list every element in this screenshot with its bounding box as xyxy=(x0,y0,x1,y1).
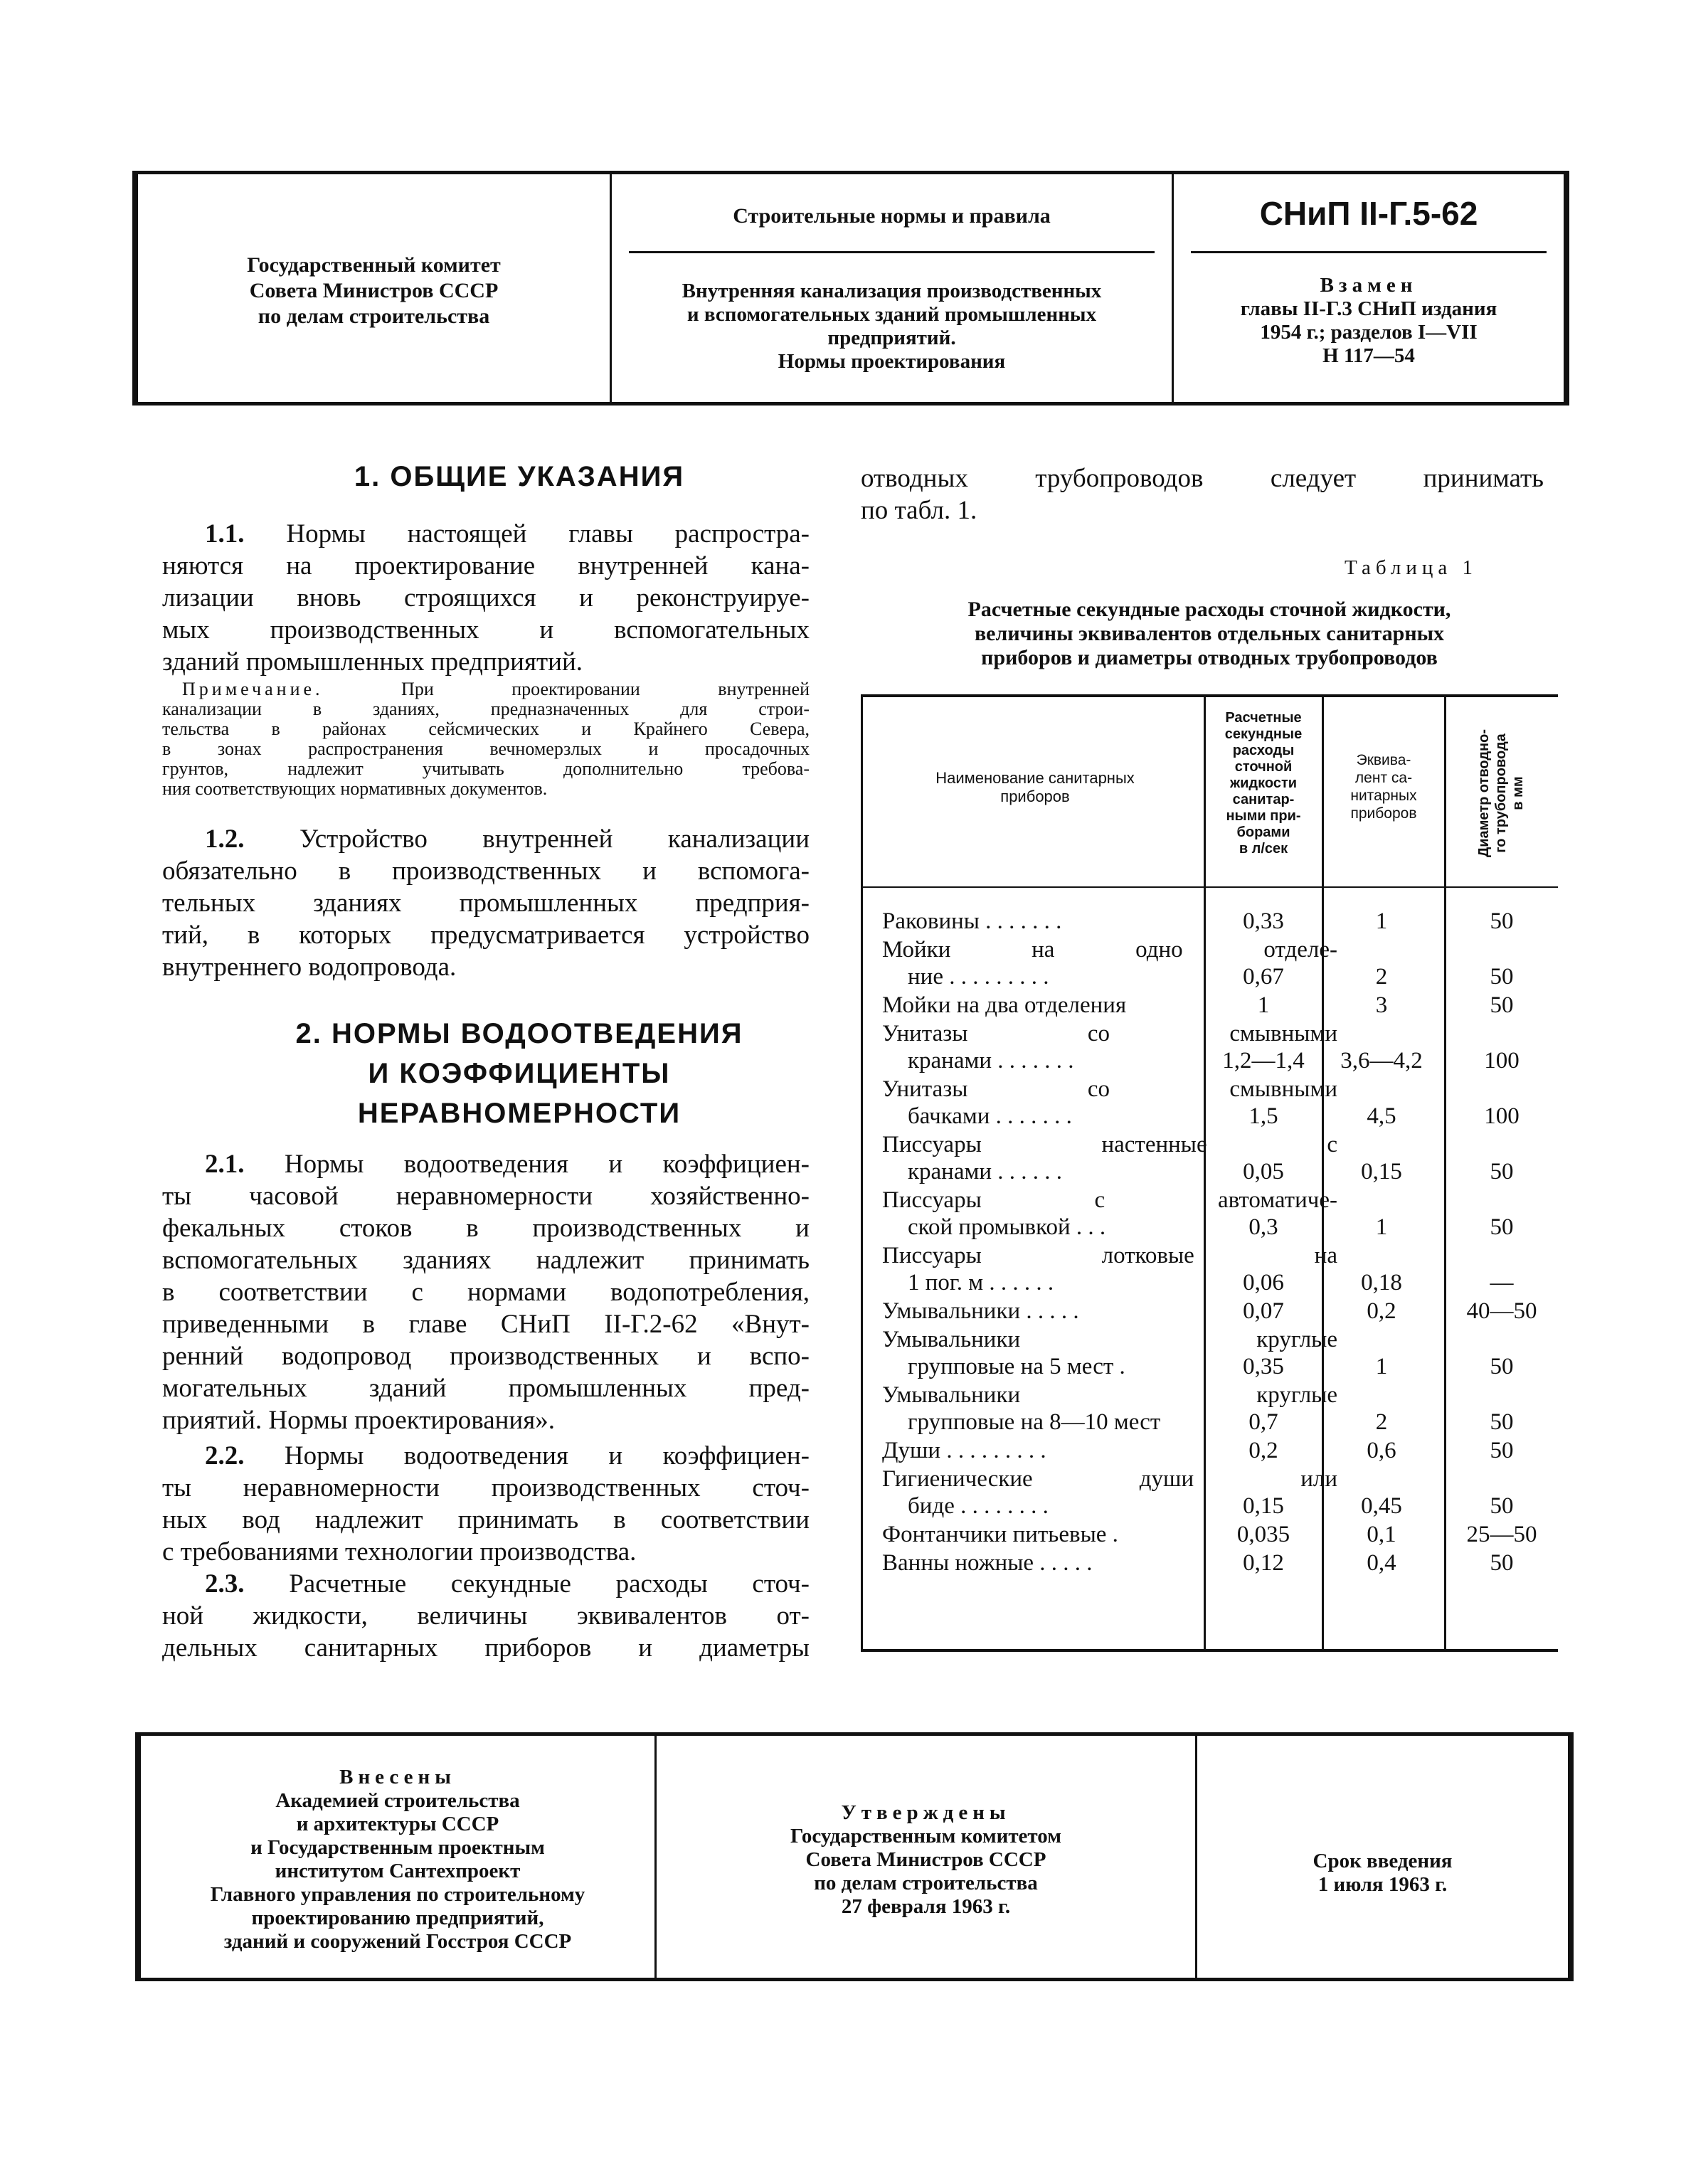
cell-equiv: 1 xyxy=(1375,1214,1388,1240)
header-title-cell xyxy=(612,174,1174,402)
col-header-flow xyxy=(1208,710,1319,857)
approved-line: по делам строительства xyxy=(814,1872,1038,1894)
row-name-line: Унитазы со смывными xyxy=(882,1076,1337,1102)
committee-line: Совета Министров СССР xyxy=(249,279,499,302)
heading-line: 2. НОРМЫ ВОДООТВЕДЕНИЯ xyxy=(295,1018,743,1049)
row-name-line: Души . . . . . . . . . xyxy=(882,1438,1046,1463)
committee-line: по делам строительства xyxy=(258,304,490,328)
para-line: по табл. 1. xyxy=(861,496,977,525)
row-name-line: кранами . . . . . . . xyxy=(908,1048,1074,1074)
table-row xyxy=(861,908,1558,938)
col-header-line: борами xyxy=(1236,825,1290,840)
cell-diam: 50 xyxy=(1490,1354,1514,1379)
paragraph-1-2 xyxy=(162,823,810,983)
cell-flow: 0,15 xyxy=(1243,1493,1284,1519)
para-line: с требованиями технологии производства. xyxy=(162,1537,637,1567)
divider xyxy=(629,251,1155,253)
table-row xyxy=(861,1187,1558,1244)
col-header-line: в мм xyxy=(1510,776,1526,810)
replaces-line: 1954 г.; разделов I—VII xyxy=(1260,321,1478,344)
col-header-line: Эквива- xyxy=(1356,752,1411,768)
divider xyxy=(1191,251,1547,253)
row-name-line: Писсуары настенные с xyxy=(882,1132,1337,1157)
cell-flow: 1,5 xyxy=(1248,1103,1278,1129)
para-line: Устройство внутренней канализации xyxy=(299,825,810,854)
note xyxy=(162,679,810,799)
row-name-line: Умывальники . . . . . xyxy=(882,1298,1079,1324)
table-border xyxy=(861,1649,1558,1652)
approved-label: Утверждены xyxy=(841,1801,1011,1824)
col-header-line: Диаметр отводно- xyxy=(1476,728,1492,858)
table-row xyxy=(861,1076,1558,1133)
caption-line: величины эквивалентов отдельных санитарных xyxy=(974,622,1445,645)
cell-flow: 0,67 xyxy=(1243,964,1284,990)
para-line: могательных зданий промышленных пред- xyxy=(162,1374,810,1403)
cell-equiv: 0,4 xyxy=(1367,1550,1396,1576)
col-header-line: в л/сек xyxy=(1239,841,1288,857)
submitted-line: проектированию предприятий, xyxy=(251,1907,544,1929)
table-row xyxy=(861,1298,1558,1327)
submitted-line: и архитектуры СССР xyxy=(296,1813,499,1835)
col-header-line: санитар- xyxy=(1232,792,1295,807)
table-row xyxy=(861,1465,1558,1522)
cell-equiv: 0,15 xyxy=(1361,1159,1402,1184)
para-line: отводных трубопроводов следует принимать xyxy=(861,464,1544,493)
effective-line: 1 июля 1963 г. xyxy=(1317,1873,1448,1896)
series-title: Строительные нормы и правила xyxy=(733,204,1051,228)
doc-title-line: Внутренняя канализация производственных xyxy=(682,280,1102,302)
section-heading-2 xyxy=(164,1014,875,1133)
para-line: няются на проектирование внутренней кана- xyxy=(162,551,810,581)
replaces-label: Взамен xyxy=(1320,274,1418,297)
row-name-line: ние . . . . . . . . . xyxy=(908,964,1049,990)
col-header-line: нитарных xyxy=(1350,788,1417,804)
cell-flow: 0,12 xyxy=(1243,1550,1284,1576)
para-line: тельных зданиях промышленных предприя- xyxy=(162,889,810,918)
para-line: Расчетные секундные расходы сточ- xyxy=(289,1569,810,1599)
cell-equiv: 0,18 xyxy=(1361,1270,1402,1295)
cell-equiv: 3 xyxy=(1375,992,1388,1018)
col-header-line: секундные xyxy=(1224,726,1303,742)
row-name-line: Писсуары лотковые на xyxy=(882,1243,1337,1268)
note-label: Примечание. xyxy=(182,679,324,699)
col-header-line: приборов xyxy=(1350,805,1417,822)
para-number: 2.1. xyxy=(205,1150,245,1179)
document-code: СНиП II-Г.5-62 xyxy=(1259,195,1478,232)
row-name-line: Унитазы со смывными xyxy=(882,1021,1337,1046)
para-line: приведенными в главе СНиП II-Г.2-62 «Внут- xyxy=(162,1310,810,1339)
doc-title-line: предприятий. xyxy=(827,327,956,349)
row-name-line: Умывальники круглые xyxy=(882,1382,1337,1408)
cell-diam: 50 xyxy=(1490,1159,1514,1184)
replaces-line: Н 117—54 xyxy=(1322,344,1415,367)
cell-equiv: 1 xyxy=(1375,908,1388,934)
table-border xyxy=(861,694,1558,697)
para-line: ной жидкости, величины эквивалентов от- xyxy=(162,1601,810,1631)
col-header-equivalent xyxy=(1326,751,1441,822)
replaces-block xyxy=(1174,274,1564,368)
table-row xyxy=(861,1437,1558,1467)
cell-diam: 50 xyxy=(1490,992,1514,1018)
cell-diam: 25—50 xyxy=(1466,1522,1537,1547)
cell-equiv: 2 xyxy=(1375,964,1388,990)
note-line: грунтов, надлежит учитывать дополнительно требова- xyxy=(162,758,810,779)
table-row xyxy=(861,1131,1558,1188)
col-header-line: жидкости xyxy=(1229,775,1298,791)
para-number: 2.2. xyxy=(205,1441,245,1470)
section-heading: 1. ОБЩИЕ УКАЗАНИЯ xyxy=(354,461,685,492)
cell-flow: 0,07 xyxy=(1243,1298,1284,1324)
para-line: внутреннего водопровода. xyxy=(162,953,457,982)
note-line: ния соответствующих нормативных документов. xyxy=(162,778,548,799)
table-row xyxy=(861,936,1558,993)
cell-flow: 0,35 xyxy=(1243,1354,1284,1379)
row-name-line: Умывальники круглые xyxy=(882,1327,1337,1352)
para-line: в соответствии с нормами водопотребления, xyxy=(162,1278,810,1307)
header-box xyxy=(132,171,1569,405)
row-name-line: Писсуары с автоматиче- xyxy=(882,1187,1337,1213)
submitted-line: зданий и сооружений Госстроя СССР xyxy=(223,1930,572,1953)
row-name-line: Мойки на два отделения xyxy=(882,992,1127,1018)
submitted-line: и Государственным проектным xyxy=(250,1836,545,1859)
col-header-line: го трубопровода xyxy=(1493,733,1509,853)
cell-flow: 0,7 xyxy=(1248,1409,1278,1435)
cell-equiv: 0,1 xyxy=(1367,1522,1396,1547)
caption-line: Расчетные секундные расходы сточной жидкости, xyxy=(967,598,1451,621)
committee-line: Государственный комитет xyxy=(247,253,501,277)
caption-line: приборов и диаметры отводных трубопроводов xyxy=(981,646,1438,669)
doc-title-line: и вспомогательных зданий промышленных xyxy=(686,303,1097,326)
row-name-line: Мойки на одно отделе- xyxy=(882,937,1337,963)
cell-flow: 0,3 xyxy=(1248,1214,1278,1240)
row-name-line: Ванны ножные . . . . . xyxy=(882,1550,1093,1576)
paragraph-1-1 xyxy=(162,518,810,678)
approved-line: Совета Министров СССР xyxy=(805,1848,1046,1871)
committee-name xyxy=(138,253,610,329)
col-header-line: расходы xyxy=(1232,743,1295,758)
col-header-line: ными при- xyxy=(1226,808,1301,824)
paragraph-2-3-continued xyxy=(861,462,1544,526)
heading-line: НЕРАВНОМЕРНОСТИ xyxy=(357,1098,682,1129)
para-line: мых производственных и вспомогательных xyxy=(162,615,810,645)
para-number: 1.1. xyxy=(205,519,245,548)
row-name-line: биде . . . . . . . . xyxy=(908,1493,1049,1519)
cell-diam: 50 xyxy=(1490,1409,1514,1435)
cell-equiv: 4,5 xyxy=(1367,1103,1396,1129)
note-line: в зонах распространения вечномерзлых и просадочных xyxy=(162,738,810,759)
table-row xyxy=(861,1382,1558,1438)
cell-equiv: 0,45 xyxy=(1361,1493,1402,1519)
cell-equiv: 1 xyxy=(1375,1354,1388,1379)
row-name-line: бачками . . . . . . . xyxy=(908,1103,1072,1129)
row-name-line: Раковины . . . . . . . xyxy=(882,908,1062,934)
table-row xyxy=(861,1020,1558,1077)
paragraph-2-1 xyxy=(162,1148,810,1436)
heading-line: И КОЭФФИЦИЕНТЫ xyxy=(368,1058,671,1089)
cell-diam: 50 xyxy=(1490,1493,1514,1519)
col-header-diameter xyxy=(1448,704,1554,882)
cell-flow: 0,33 xyxy=(1243,908,1284,934)
table-row xyxy=(861,1242,1558,1299)
note-line: тельства в районах сейсмических и Крайнего Севера, xyxy=(162,719,810,739)
approved-line: Государственным комитетом xyxy=(790,1825,1061,1848)
cell-diam: 40—50 xyxy=(1466,1298,1537,1324)
cell-flow: 0,035 xyxy=(1236,1522,1290,1547)
col-header-line: лент са- xyxy=(1354,770,1413,786)
col-header-line: Наименование санитарных xyxy=(935,769,1135,787)
header-committee-cell xyxy=(138,174,612,402)
table-caption xyxy=(861,598,1558,670)
header-code-cell xyxy=(1174,174,1564,402)
cell-diam: 50 xyxy=(1490,1214,1514,1240)
para-line: ных вод надлежит принимать в соответствии xyxy=(162,1505,810,1534)
effective-date-cell xyxy=(1197,1736,1568,1978)
cell-equiv: 0,2 xyxy=(1367,1298,1396,1324)
cell-diam: 50 xyxy=(1490,908,1514,934)
para-line: ты неравномерности производственных сточ- xyxy=(162,1473,810,1502)
data-table xyxy=(861,694,1558,1655)
row-name-line: Фонтанчики питьевые . xyxy=(882,1522,1118,1547)
cell-diam: 50 xyxy=(1490,964,1514,990)
submitted-label: Внесены xyxy=(339,1766,456,1788)
approved-by-cell xyxy=(657,1736,1197,1978)
para-line: вспомогательных зданиях надлежит принимать xyxy=(162,1246,810,1275)
cell-flow: 1,2—1,4 xyxy=(1222,1048,1305,1074)
para-line: фекальных стоков в производственных и xyxy=(162,1214,810,1243)
cell-flow: 1 xyxy=(1257,992,1270,1018)
row-name-line: Гигиенические души или xyxy=(882,1466,1337,1492)
row-name-line: групповые на 8—10 мест xyxy=(908,1409,1161,1435)
row-name-line: ской промывкой . . . xyxy=(908,1214,1106,1240)
document-title xyxy=(612,280,1172,373)
para-line: приятий. Нормы проектирования». xyxy=(162,1406,555,1435)
submitted-by-cell xyxy=(141,1736,657,1978)
para-line: ренний водопровод производственных и вспо- xyxy=(162,1342,810,1371)
para-line: Нормы водоотведения и коэффициен- xyxy=(284,1150,810,1179)
cell-diam: 50 xyxy=(1490,1550,1514,1576)
submitted-line: институтом Сантехпроект xyxy=(275,1860,521,1882)
approved-line: 27 февраля 1963 г. xyxy=(841,1895,1011,1918)
cell-diam: 50 xyxy=(1490,1438,1514,1463)
note-line: При проектировании внутренней xyxy=(401,679,810,699)
col-header-line: Расчетные xyxy=(1225,710,1302,726)
footer-box xyxy=(135,1732,1574,1981)
table-row xyxy=(861,992,1558,1022)
row-name-line: групповые на 5 мест . xyxy=(908,1354,1125,1379)
para-line: дельных санитарных приборов и диаметры xyxy=(162,1633,810,1663)
cell-diam: 100 xyxy=(1484,1103,1520,1129)
para-line: лизации вновь строящихся и реконструируе- xyxy=(162,583,810,613)
table-row xyxy=(861,1549,1558,1579)
para-line: обязательно в производственных и вспомога- xyxy=(162,857,810,886)
effective-line: Срок введения xyxy=(1313,1850,1453,1872)
paragraph-2-3 xyxy=(162,1568,810,1664)
para-line: зданий промышленных предприятий. xyxy=(162,647,583,677)
cell-equiv: 0,6 xyxy=(1367,1438,1396,1463)
cell-flow: 0,06 xyxy=(1243,1270,1284,1295)
col-header-line: сточной xyxy=(1234,759,1293,775)
table-row xyxy=(861,1326,1558,1383)
cell-equiv: 2 xyxy=(1375,1409,1388,1435)
submitted-line: Академией строительства xyxy=(275,1789,520,1812)
cell-flow: 0,05 xyxy=(1243,1159,1284,1184)
para-line: Нормы настоящей главы распростра- xyxy=(286,519,810,548)
cell-diam: 100 xyxy=(1484,1048,1520,1074)
para-number: 2.3. xyxy=(205,1569,245,1599)
table-border xyxy=(861,886,1558,888)
submitted-line: Главного управления по строительному xyxy=(210,1883,585,1906)
table-row xyxy=(861,1521,1558,1551)
cell-flow: 0,2 xyxy=(1248,1438,1278,1463)
cell-equiv: 3,6—4,2 xyxy=(1340,1048,1423,1074)
para-line: ты часовой неравномерности хозяйственно- xyxy=(162,1182,810,1211)
note-line: канализации в зданиях, предназначенных для строи- xyxy=(162,699,810,719)
para-line: Нормы водоотведения и коэффициен- xyxy=(284,1441,810,1470)
replaces-line: главы II-Г.3 СНиП издания xyxy=(1240,297,1497,320)
row-name-line: 1 пог. м . . . . . . xyxy=(908,1270,1054,1295)
doc-title-line: Нормы проектирования xyxy=(778,350,1006,373)
col-header-name xyxy=(875,769,1195,806)
paragraph-2-2 xyxy=(162,1440,810,1568)
para-number: 1.2. xyxy=(205,825,245,854)
cell-diam: — xyxy=(1490,1270,1514,1295)
para-line: тий, в которых предусматривается устройство xyxy=(162,921,810,950)
row-name-line: кранами . . . . . . xyxy=(908,1159,1063,1184)
table-label: Таблица 1 xyxy=(1345,556,1478,579)
col-header-line: приборов xyxy=(1000,788,1070,805)
